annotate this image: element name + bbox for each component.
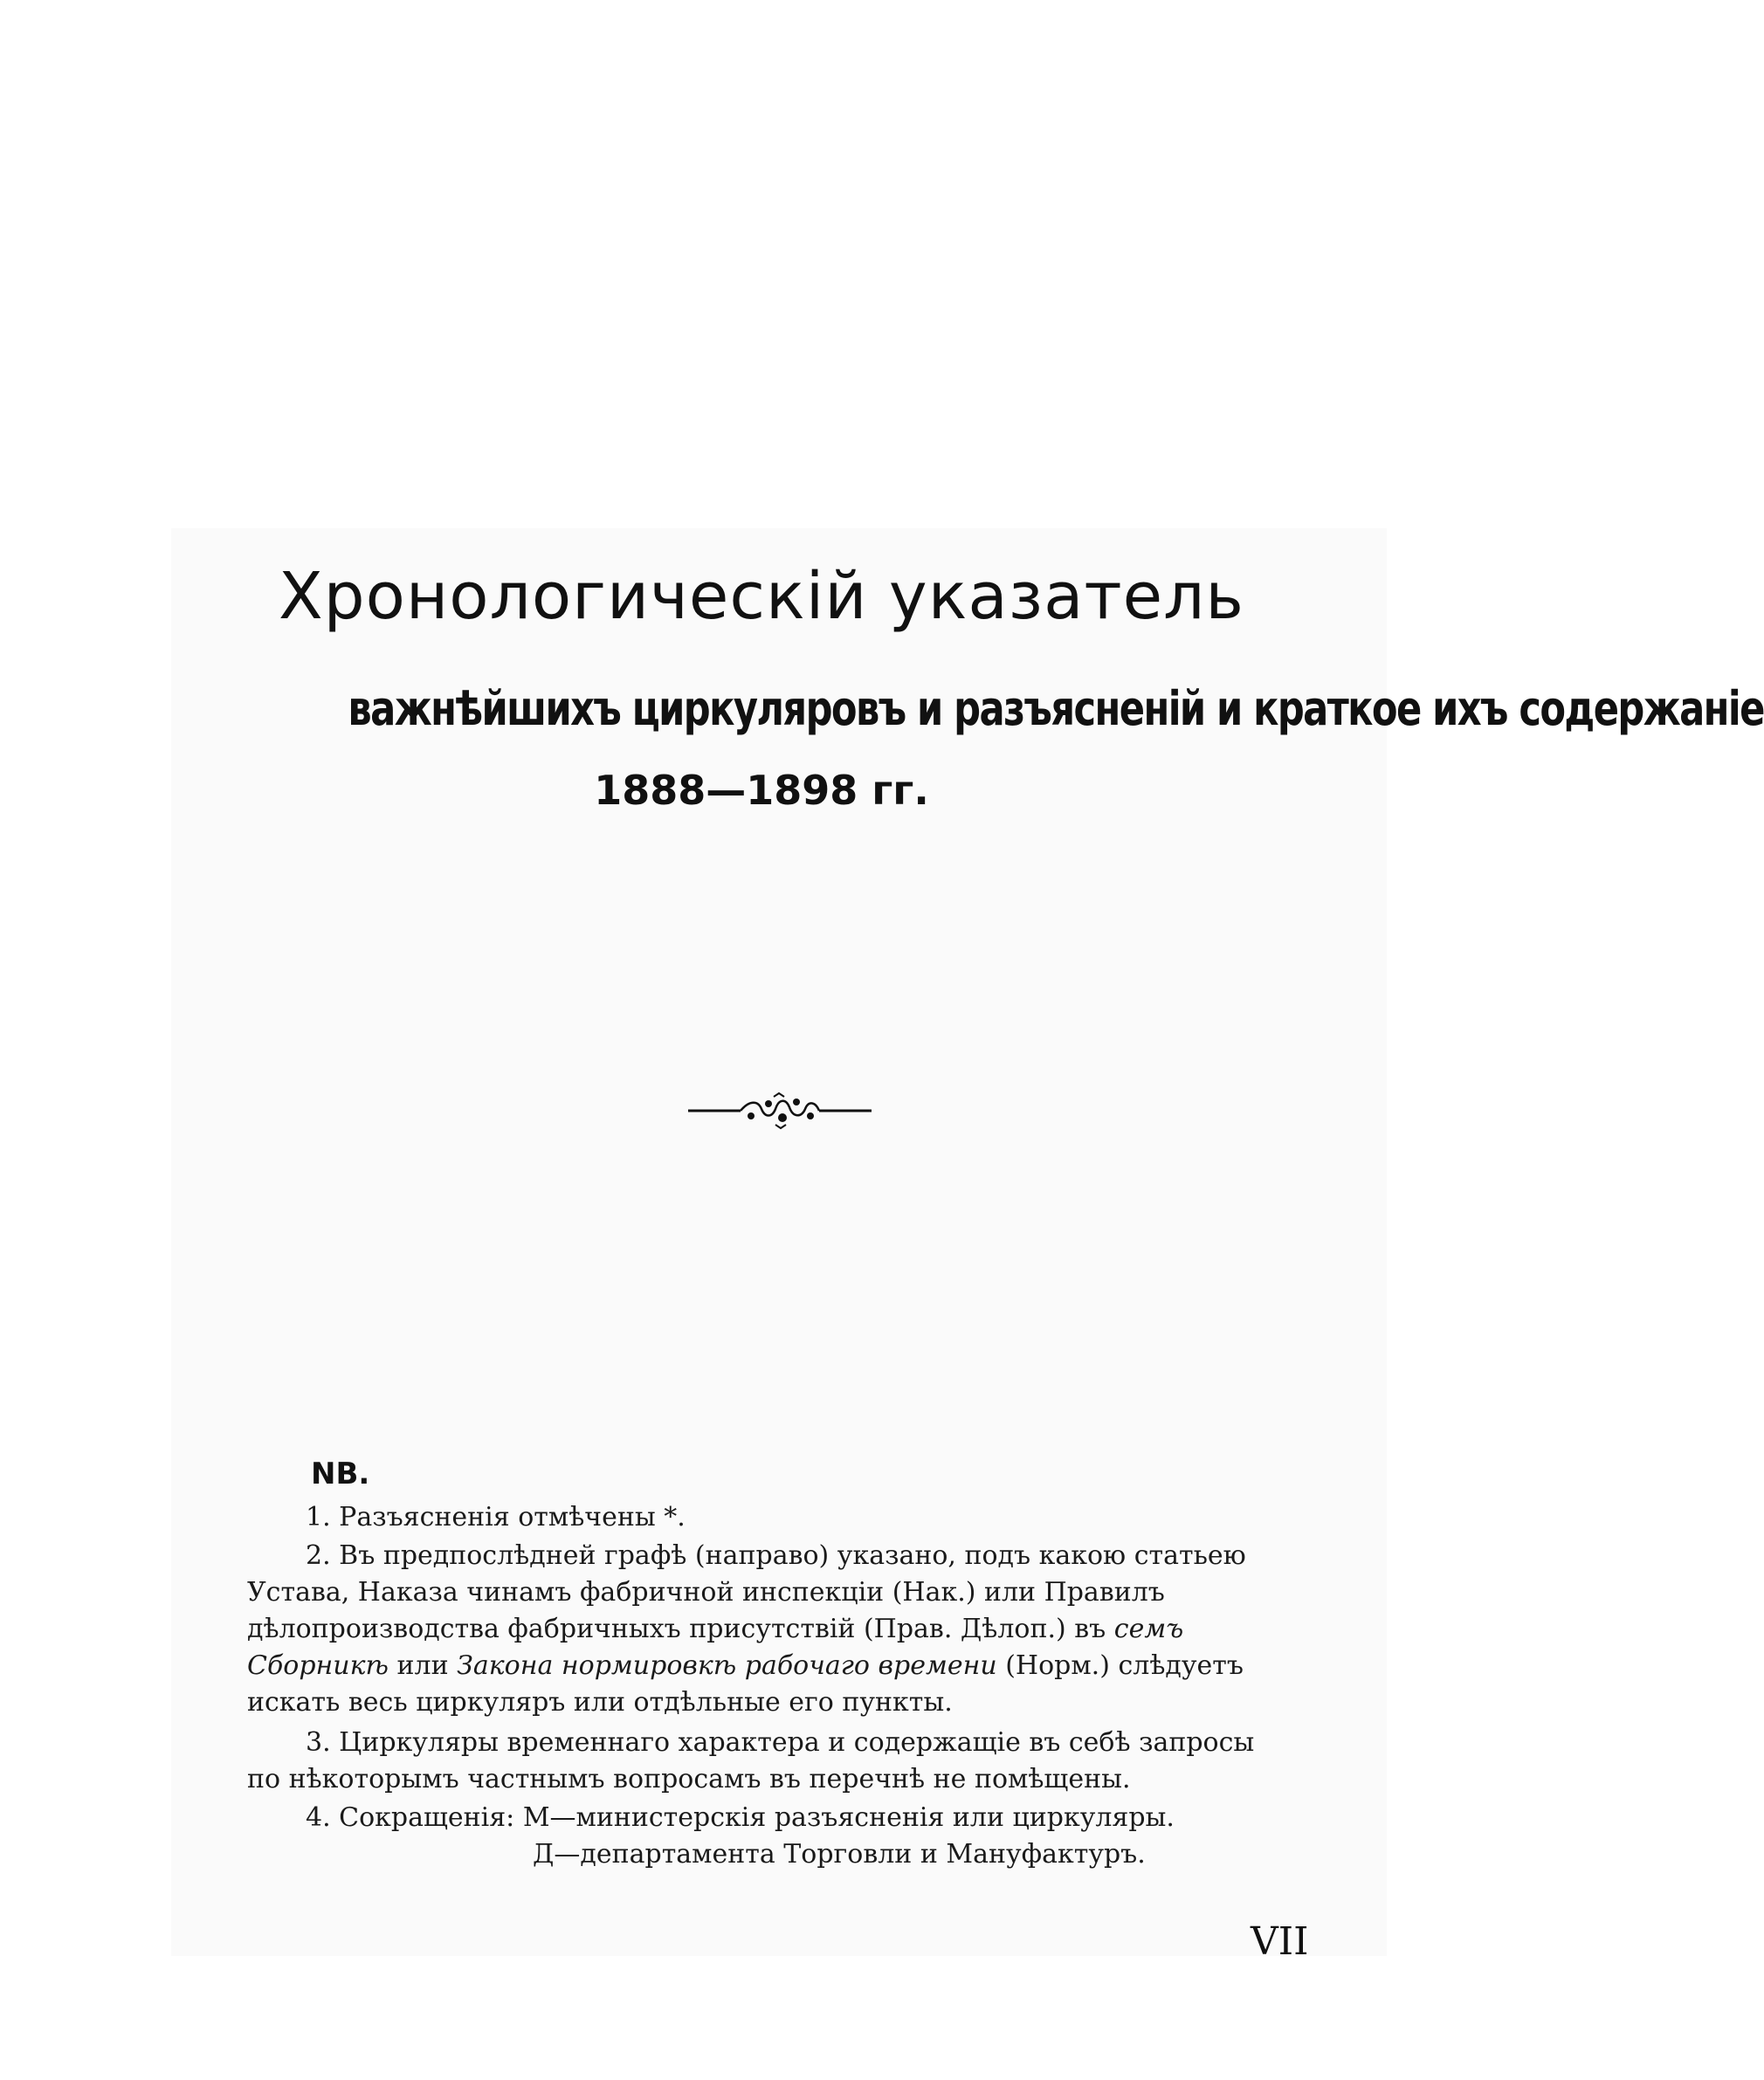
nb-heading: NB. <box>311 1457 370 1491</box>
page-number: VII <box>1251 1919 1309 1964</box>
note-item-2-line-4-italic-b: Закона нормировкѣ рабочаго времени <box>457 1650 997 1681</box>
note-item-2-line-4-mid: или <box>396 1650 449 1681</box>
page-title: Хронологическій указатель <box>278 559 1245 634</box>
note-item-3-line-1: 3. Циркуляры временнаго характера и содержащіе въ себѣ запросы <box>306 1727 1255 1758</box>
note-item-4-line-2: Д—департамента Торговли и Мануфактуръ. <box>533 1839 1146 1870</box>
note-item-2-line-1: 2. Въ предпослѣдней графѣ (направо) указано, подъ какою статьею <box>306 1540 1246 1571</box>
note-item-2-line-4 <box>247 1650 1244 1681</box>
note-item-2-line-4-end: (Норм.) слѣдуетъ <box>1005 1650 1244 1681</box>
note-item-1: 1. Разъясненія отмѣчены *. <box>306 1502 686 1532</box>
note-item-2-line-5: искать весь циркуляръ или отдѣльные его пункты. <box>247 1687 953 1718</box>
note-item-2-line-2: Устава, Наказа чинамъ фабричной инспекціи (Нак.) или Правилъ <box>247 1577 1165 1608</box>
note-item-2-line-3-text: дѣлопроизводства фабричныхъ присутствій (Прав. Дѣлоп.) въ <box>247 1614 1106 1644</box>
note-item-4-line-1: 4. Сокращенія: М—министерскія разъясненія или циркуляры. <box>306 1802 1175 1833</box>
note-item-3-line-2: по нѣкоторымъ частнымъ вопросамъ въ перечнѣ не помѣщены. <box>247 1764 1131 1794</box>
note-item-2-line-3 <box>247 1614 1183 1644</box>
title-years: 1888—1898 гг. <box>594 767 929 814</box>
floral-divider-icon <box>688 1092 872 1130</box>
page-subtitle: важнѣйшихъ циркуляровъ и разъясненій и краткое ихъ содержаніе <box>348 681 1764 736</box>
note-item-2-line-4-italic-a: Сборникѣ <box>247 1650 389 1681</box>
note-item-2-line-3-italic: семъ <box>1113 1614 1184 1644</box>
